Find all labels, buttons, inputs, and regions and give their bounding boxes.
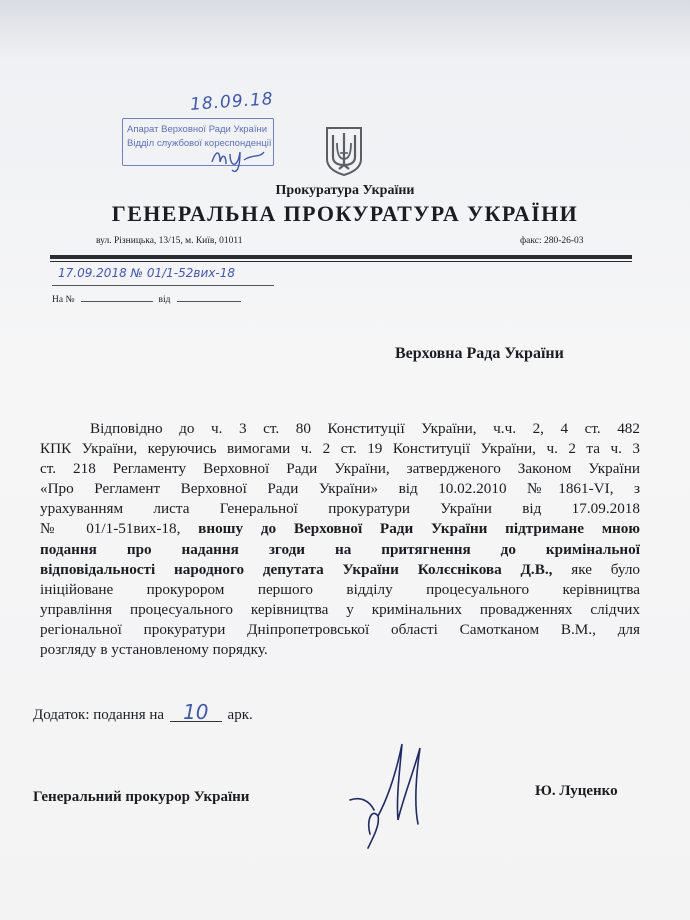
signatory-title: Генеральний прокурор України (33, 789, 250, 805)
attachment-suffix: арк. (227, 707, 253, 723)
attachment-count: 10 (170, 703, 222, 722)
outgoing-date: 17.09.2018 (58, 266, 127, 280)
office-address: вул. Різницька, 13/15, м. Київ, 01011 (96, 236, 243, 246)
body-line (40, 540, 640, 560)
body-line: управління процесуального керівництва у кримінальних провадженнях слідчих (40, 600, 640, 618)
stamp-initials-icon (208, 140, 268, 176)
header-rule-thick (50, 255, 632, 259)
body-line: регіональної прокуратури Дніпропетровської області Самотканом В.М., для (40, 620, 640, 638)
stamp-line-1: Апарат Верховної Ради України (127, 124, 268, 135)
reference-date-blank (177, 293, 241, 302)
stamp-line-2: Відділ службової кореспонденції (127, 138, 272, 149)
handwritten-signature-icon (340, 724, 450, 854)
office-title: ГЕНЕРАЛЬНА ПРОКУРАТУРА УКРАЇНИ (111, 201, 579, 226)
page-shadow (0, 0, 690, 60)
stamp-handwritten-date: 18.09.18 (189, 89, 275, 115)
body-line: розгляду в установленому порядку. (40, 641, 268, 659)
body-line: Відповідно до ч. 3 ст. 80 Конституції України, ч.ч. 2, 4 ст. 482 (90, 420, 640, 437)
body-line: ст. 218 Регламенту Верховної Ради України, затвердженого Законом України (40, 460, 640, 478)
outgoing-registration (58, 266, 235, 280)
body-line: ініційоване прокурором першого відділу процесуального керівництва (40, 580, 640, 598)
body-line (40, 519, 640, 539)
body-line-bold: вношу до Верховної Ради України підтримане мною (198, 520, 640, 538)
body-line: урахуванням листа Генеральної прокуратури України від 17.09.2018 (40, 500, 640, 518)
reference-vid-label: від (158, 295, 171, 305)
body-line-part: яке було (552, 560, 640, 578)
outgoing-number: № 01/1-52вих-18 (130, 266, 235, 280)
reference-na-label: На № (52, 295, 75, 305)
body-line: КПК України, керуючись вимогами ч. 2 ст. 19 Конституції України, ч. 2 та ч. 3 (40, 440, 640, 458)
office-name: Прокуратура України (275, 183, 415, 198)
coat-of-arms-icon (324, 125, 364, 177)
body-line (40, 560, 640, 580)
reference-number-blank (81, 293, 153, 302)
attachment-note (33, 700, 253, 724)
reference-row (52, 293, 241, 305)
letter-body (40, 419, 640, 660)
outgoing-underline (52, 285, 274, 286)
body-line-bold: подання про надання згоди на притягнення до кримінальної (40, 540, 640, 558)
header-rule-thin (50, 261, 632, 262)
body-line-part: № 01/1-51вих-18, (40, 520, 199, 538)
office-fax: факс: 280-26-03 (520, 236, 584, 246)
recipient: Верховна Рада України (395, 345, 564, 362)
body-line: «Про Регламент Верховної Ради України» від 10.02.2010 №1861-VI, з (40, 480, 640, 498)
signatory-name: Ю. Луценко (535, 783, 618, 799)
attachment-prefix: Додаток: подання на (33, 707, 165, 723)
body-line-bold: відповідальності народного депутата України Колєснікова Д.В., (40, 560, 553, 578)
